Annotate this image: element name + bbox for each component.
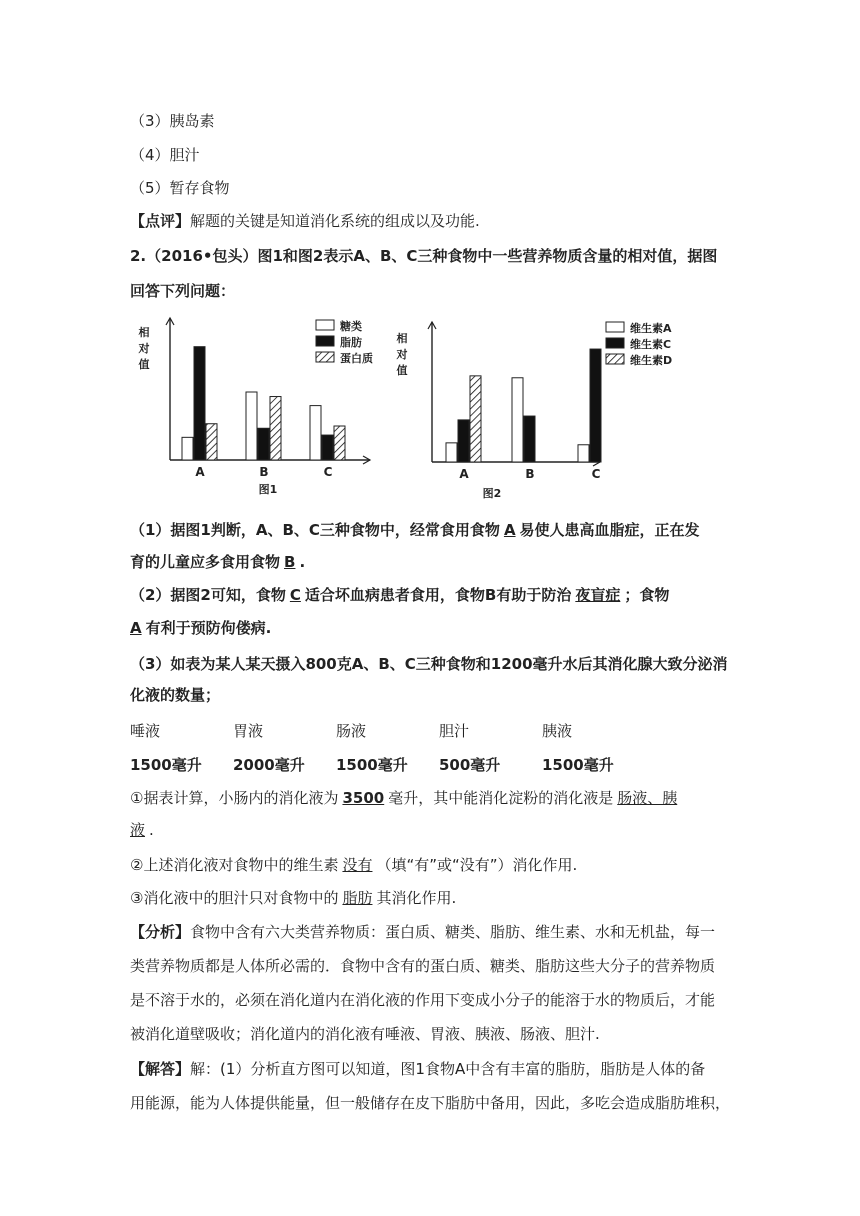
bar-B-1 xyxy=(512,378,523,462)
q3-sub1-answer-2a: 肠液、胰 xyxy=(617,789,678,807)
category-label: A xyxy=(195,465,205,479)
q3-sub1-text-2: 毫升，其中能消化淀粉的消化液是 xyxy=(388,789,614,807)
table-value-cell: 500毫升 xyxy=(439,756,501,774)
category-label: C xyxy=(591,467,601,481)
bar-B-1 xyxy=(246,392,257,460)
analysis-line2: 类营养物质都是人体所必需的．食物中含有的蛋白质、糖类、脂肪这些大分子的营养物质 xyxy=(130,957,716,975)
legend-swatch xyxy=(316,352,334,362)
q1-text-2: 易使人患高血脂症，正在发 xyxy=(519,521,700,539)
y-axis-label-char: 相 xyxy=(396,332,408,345)
table-header-cell: 胃液 xyxy=(233,722,264,740)
category-label: B xyxy=(259,465,269,479)
analysis-tag: 【分析】 xyxy=(130,923,191,941)
legend-swatch xyxy=(316,320,334,330)
q3-sub1-answer-1: 3500 xyxy=(342,789,385,807)
y-axis-label-char: 对 xyxy=(396,348,408,361)
list-item-5: （5）暂存食物 xyxy=(130,179,230,197)
q1-text-4: . xyxy=(299,553,306,571)
table-header-cell: 肠液 xyxy=(336,722,367,740)
legend-label: 维生素A xyxy=(630,322,672,335)
bar-A-2 xyxy=(458,420,469,462)
list-item-3: （3）胰岛素 xyxy=(130,112,215,130)
bar-B-2 xyxy=(524,416,535,462)
q2-text-3: ；食物 xyxy=(624,586,670,604)
bar-C-2 xyxy=(322,435,333,460)
legend-swatch xyxy=(316,336,334,346)
bar-C-1 xyxy=(578,445,589,462)
y-axis-label-char: 对 xyxy=(138,342,150,355)
legend-label: 糖类 xyxy=(340,320,362,333)
bar-A-1 xyxy=(446,443,457,462)
q3-sub2-text-1: ②上述消化液对食物中的维生素 xyxy=(130,856,339,874)
q3-sub2-line xyxy=(130,855,577,875)
category-label: A xyxy=(459,467,469,481)
question-source: （2016•包头） xyxy=(146,247,258,265)
answer-tag: 【解答】 xyxy=(130,1060,191,1078)
q2-text-4: 有利于预防佝偻病. xyxy=(145,619,272,637)
q1-line1 xyxy=(130,520,700,540)
bar-C-1 xyxy=(310,406,321,460)
table-header-cell: 胆汁 xyxy=(439,722,470,740)
legend-swatch xyxy=(606,354,624,364)
q1-text-3: 育的儿童应多食用食物 xyxy=(130,553,281,571)
legend-swatch xyxy=(606,322,624,332)
question-number: 2. xyxy=(130,247,147,265)
list-item-4: （4）胆汁 xyxy=(130,146,200,164)
table-value-cell: 1500毫升 xyxy=(130,756,202,774)
bar-B-2 xyxy=(258,428,269,460)
q1-line2 xyxy=(130,552,305,572)
answer-line1 xyxy=(130,1059,705,1079)
bar-A-3 xyxy=(206,424,217,460)
q3-sub1-answer-2b: 液 xyxy=(130,821,146,839)
q2-line1 xyxy=(130,585,669,605)
question-stem-line2: 回答下列问题： xyxy=(130,282,236,300)
chart-figure-2 xyxy=(392,310,722,500)
q2-answer-1: C xyxy=(289,586,301,604)
q3-sub3-answer: 脂肪 xyxy=(342,889,373,907)
q3-sub3-text-2: 其消化作用. xyxy=(376,889,457,907)
answer-text-1: 解：(1）分析直方图可以知道，图1食物A中含有丰富的脂肪，脂肪是人体的备 xyxy=(190,1060,706,1078)
legend-label: 维生素C xyxy=(630,338,672,351)
table-value-cell: 2000毫升 xyxy=(233,756,305,774)
category-label: B xyxy=(525,467,535,481)
y-axis-label-char: 值 xyxy=(396,364,408,377)
q3-sub2-text-2: （填“有”或“没有”）消化作用. xyxy=(376,856,578,874)
q3-sub1-line1 xyxy=(130,788,681,808)
analysis-line1 xyxy=(130,922,715,942)
legend-label: 维生素D xyxy=(630,354,673,367)
y-axis-label-char: 值 xyxy=(138,358,150,371)
bar-A-1 xyxy=(182,437,193,460)
bar-A-3 xyxy=(470,376,481,462)
review-tag: 【点评】 xyxy=(130,212,191,230)
review-text: 解题的关键是知道消化系统的组成以及功能. xyxy=(190,212,480,230)
bar-B-3 xyxy=(270,397,281,460)
y-axis-label-char: 相 xyxy=(138,326,150,339)
legend-label: 脂肪 xyxy=(340,336,362,349)
chart-figure-1 xyxy=(130,310,390,500)
bar-A-2 xyxy=(194,347,205,460)
q3-sub3-text-1: ③消化液中的胆汁只对食物中的 xyxy=(130,889,339,907)
q2-line2 xyxy=(130,618,271,638)
analysis-line3: 是不溶于水的，必须在消化道内在消化液的作用下变成小分子的能溶于水的物质后，才能 xyxy=(130,991,716,1009)
bar-C-3 xyxy=(334,426,345,460)
review-paragraph xyxy=(130,211,480,231)
table-header-cell: 胰液 xyxy=(542,722,573,740)
table-value-cell: 1500毫升 xyxy=(542,756,614,774)
q3-sub1-line2 xyxy=(130,820,154,840)
q3-sub1-text-1: ①据表计算，小肠内的消化液为 xyxy=(130,789,339,807)
category-label: C xyxy=(323,465,333,479)
q3-line1: （3）如表为某人某天摄入800克A、B、C三种食物和1200毫升水后其消化腺大致分泌消 xyxy=(130,655,728,673)
answer-line2: 用能源，能为人体提供能量，但一般储存在皮下脂肪中备用，因此，多吃会造成脂肪堆积， xyxy=(130,1094,731,1112)
q1-answer-2: B xyxy=(284,553,296,571)
figure-caption: 图1 xyxy=(258,483,278,496)
q2-text-1: （2）据图2可知，食物 xyxy=(130,586,286,604)
analysis-text-1: 食物中含有六大类营养物质：蛋白质、糖类、脂肪、维生素、水和无机盐，每一 xyxy=(190,923,716,941)
q3-sub3-line xyxy=(130,888,456,908)
question-stem-line1 xyxy=(130,246,717,266)
q3-sub1-text-3: . xyxy=(149,821,154,839)
legend-label: 蛋白质 xyxy=(340,352,373,365)
question-stem-text: 图1和图2表示A、B、C三种食物中一些营养物质含量的相对值，据图 xyxy=(257,247,718,265)
q2-answer-2: 夜盲症 xyxy=(575,586,621,604)
q2-text-2: 适合坏血病患者食用，食物B有助于防治 xyxy=(304,586,572,604)
q3-sub2-answer: 没有 xyxy=(342,856,373,874)
q1-answer-1: A xyxy=(503,521,516,539)
table-header-cell: 唾液 xyxy=(130,722,161,740)
figure-caption: 图2 xyxy=(482,487,502,500)
q2-answer-3: A xyxy=(130,619,142,637)
table-value-cell: 1500毫升 xyxy=(336,756,408,774)
legend-swatch xyxy=(606,338,624,348)
bar-C-2 xyxy=(590,349,601,462)
analysis-line4: 被消化道壁吸收；消化道内的消化液有唾液、胃液、胰液、肠液、胆汁. xyxy=(130,1025,600,1043)
q1-text-1: （1）据图1判断，A、B、C三种食物中，经常食用食物 xyxy=(130,521,500,539)
q3-line2: 化液的数量； xyxy=(130,686,221,704)
